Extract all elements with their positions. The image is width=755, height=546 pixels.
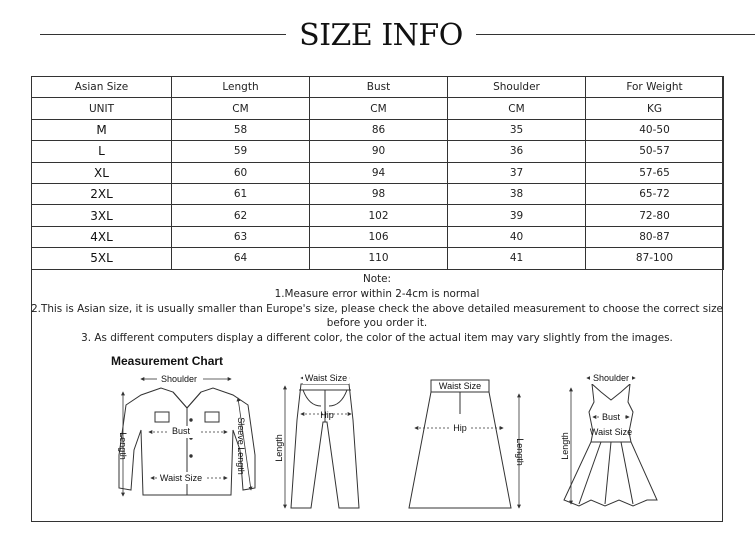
length-cell: 58 <box>172 119 310 140</box>
pants-length-label: Length <box>274 434 284 462</box>
header-asian-size: Asian Size <box>32 77 172 98</box>
size-cell: 4XL <box>32 226 172 247</box>
length-cell: 59 <box>172 141 310 162</box>
size-table <box>31 76 724 270</box>
skirt-length-label: Length <box>515 438 525 466</box>
shirt-sleeve-label: Sleeve Length <box>236 417 246 475</box>
shirt-bust-label: Bust <box>171 426 191 436</box>
shirt-length-label: Length <box>118 432 128 460</box>
bust-cell: 90 <box>310 141 448 162</box>
table-row <box>32 183 724 204</box>
weight-cell: 87-100 <box>586 248 724 269</box>
skirt-measure-lines <box>415 394 519 508</box>
shoulder-cell: 38 <box>448 183 586 204</box>
table-row <box>32 226 724 247</box>
header-shoulder: Shoulder <box>448 77 586 98</box>
unit-length: CM <box>172 98 310 119</box>
unit-label: UNIT <box>32 98 172 119</box>
dress-icon <box>564 384 657 506</box>
table-row <box>32 119 724 140</box>
weight-cell: 50-57 <box>586 141 724 162</box>
dress-waist-label: Waist Size <box>589 427 633 437</box>
table-header-row <box>32 77 724 98</box>
bust-cell: 94 <box>310 162 448 183</box>
bust-cell: 106 <box>310 226 448 247</box>
pants-waist-label: Waist Size <box>304 373 348 383</box>
title-bar <box>0 14 755 60</box>
length-cell: 60 <box>172 162 310 183</box>
shoulder-cell: 36 <box>448 141 586 162</box>
shoulder-cell: 41 <box>448 248 586 269</box>
shirt-waist-label: Waist Size <box>159 473 203 483</box>
size-cell: 3XL <box>32 205 172 226</box>
skirt-waist-label: Waist Size <box>438 381 482 391</box>
bust-cell: 102 <box>310 205 448 226</box>
size-cell: L <box>32 141 172 162</box>
weight-cell: 65-72 <box>586 183 724 204</box>
dress-bust-label: Bust <box>601 412 621 422</box>
length-cell: 62 <box>172 205 310 226</box>
bust-cell: 98 <box>310 183 448 204</box>
header-length: Length <box>172 77 310 98</box>
table-unit-row <box>32 98 724 119</box>
length-cell: 64 <box>172 248 310 269</box>
note-line-2-continued: before you order it. <box>326 317 428 330</box>
measurement-chart-title: Measurement Chart <box>111 354 224 368</box>
skirt-icon <box>409 380 511 508</box>
header-for-weight: For Weight <box>586 77 724 98</box>
notes-block <box>31 272 723 346</box>
dress-shoulder-label: Shoulder <box>592 373 630 383</box>
measurement-illustrations <box>31 350 723 520</box>
shoulder-cell: 35 <box>448 119 586 140</box>
unit-weight: KG <box>586 98 724 119</box>
pants-measure-lines <box>285 378 351 508</box>
length-cell: 63 <box>172 226 310 247</box>
pants-icon <box>291 384 359 508</box>
table-row <box>32 141 724 162</box>
shoulder-cell: 37 <box>448 162 586 183</box>
skirt-hip-label: Hip <box>453 423 467 433</box>
note-line-3: 3. As different computers display a different color, the color of the actual item may vary slightly from the images. <box>81 332 673 345</box>
note-line-1: 1.Measure error within 2-4cm is normal <box>274 287 480 300</box>
table-row <box>32 248 724 269</box>
note-line-2: 2.This is Asian size, it is usually smaller than Europe's size, please check the above detailed measurement to choose the correct size <box>31 302 723 315</box>
notes-heading: Note: <box>362 273 392 285</box>
header-bust: Bust <box>310 77 448 98</box>
weight-cell: 72-80 <box>586 205 724 226</box>
size-cell: M <box>32 119 172 140</box>
weight-cell: 40-50 <box>586 119 724 140</box>
bust-cell: 110 <box>310 248 448 269</box>
length-cell: 61 <box>172 183 310 204</box>
weight-cell: 80-87 <box>586 226 724 247</box>
size-cell: XL <box>32 162 172 183</box>
shirt-shoulder-label: Shoulder <box>160 374 198 384</box>
size-cell: 2XL <box>32 183 172 204</box>
table-row <box>32 162 724 183</box>
unit-shoulder: CM <box>448 98 586 119</box>
table-row <box>32 205 724 226</box>
shoulder-cell: 40 <box>448 226 586 247</box>
page-title: SIZE INFO <box>299 18 463 53</box>
weight-cell: 57-65 <box>586 162 724 183</box>
dress-measure-lines <box>571 378 635 504</box>
title-divider-left <box>40 34 286 35</box>
title-divider-right <box>476 34 755 35</box>
size-cell: 5XL <box>32 248 172 269</box>
measurement-chart <box>31 350 723 520</box>
bust-cell: 86 <box>310 119 448 140</box>
unit-bust: CM <box>310 98 448 119</box>
pants-hip-label: Hip <box>320 410 334 420</box>
dress-length-label: Length <box>560 432 570 460</box>
shoulder-cell: 39 <box>448 205 586 226</box>
